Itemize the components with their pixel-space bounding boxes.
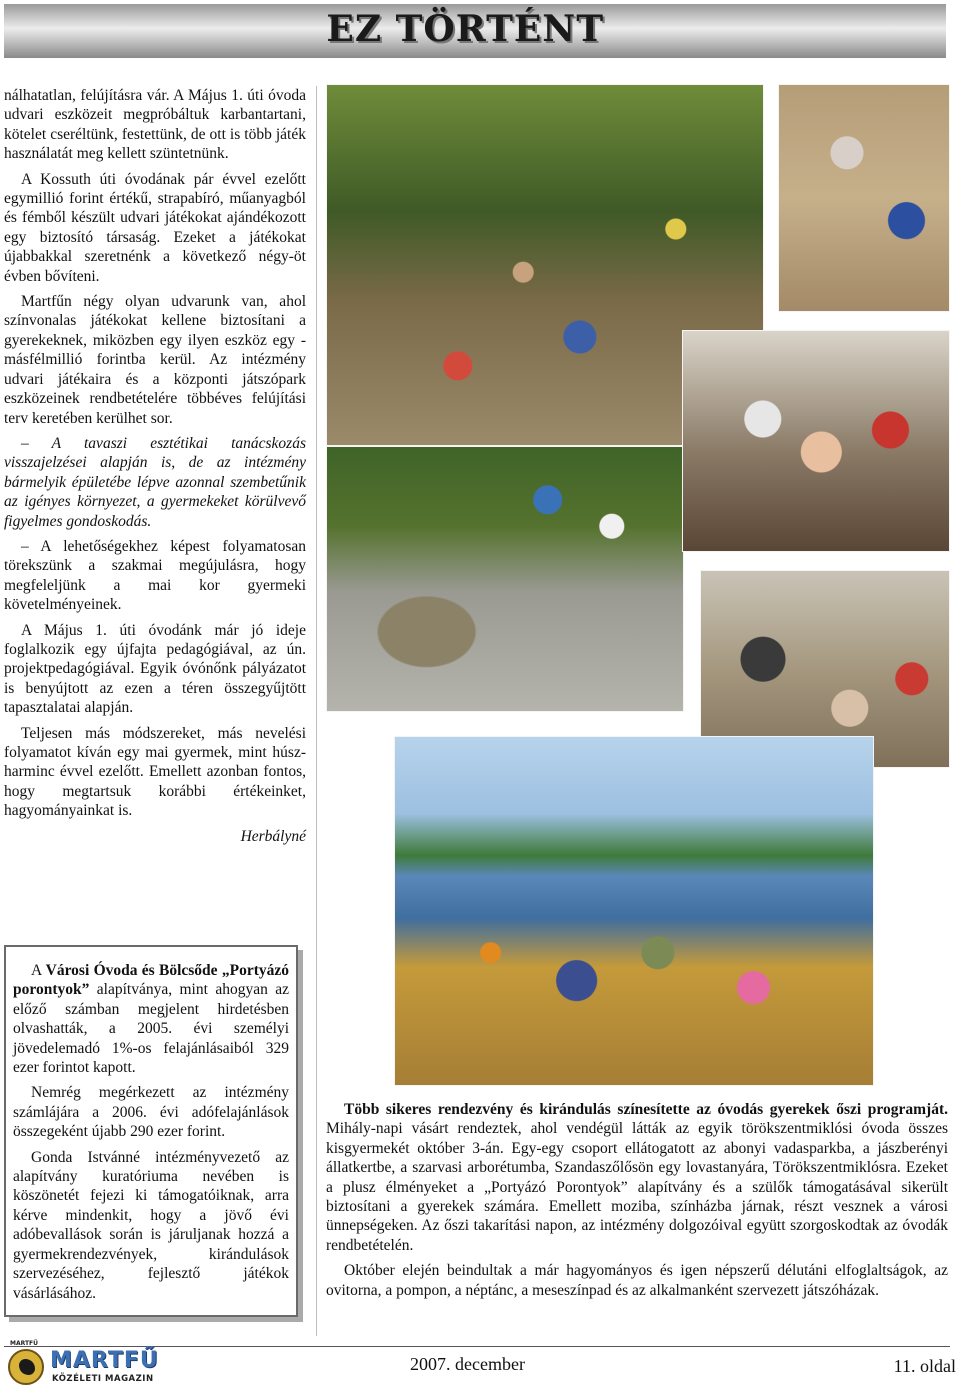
section-title: EZ TÖRTÉNT (326, 8, 604, 50)
article-paragraph (326, 1100, 948, 1255)
photo-children-lakeside (394, 736, 874, 1086)
article-signature: Herbályné (240, 827, 306, 845)
article-paragraph: Martfűn négy olyan udvarunk van, ahol színvonalas játékokat kellene biztosítani a gyerekeknek, miközben egy ilyen eszköz egy - másfélmillió forintba kerül. Az intézmény udvari játékaira és a központi játszópark eszközeinek rendbetételére többéves felújítási terv keretében kerülhet sor. (4, 293, 306, 427)
box-paragraph: Gonda Istvánné intézményvezető az alapítvány kuratóriuma nevében is köszönetét fejezi ki támogatóiknak, arra kérve mindenkit, hogy a jövő évi adóbevallások során is járuljanak hozzá a gyermekrendezvények, kirándulások szervezéséhez, fejlesztő játékok vásárlásához. (13, 1148, 289, 1302)
logo-subtitle: KÖZÉLETI MAGAZIN (52, 1374, 154, 1384)
article-text: Mihály-napi vásárt rendeztek, ahol vendégül látták az egyik törökszentmiklósi óvoda összes kisgyermekét október 3-án. Egy-egy csoport ellátogatott az abonyi vadasparkba, a jászberényi állatkertbe, a szarvasi arborétumba, Szandaszőlősön egy lovastanyára, Törökszentmiklósra. Ezeket a plusz élményeket a „Portyázó Porontyok” alapítvány és a szülők támogatásával sikerült biztosítani a gyerekek számára. Emellett moziba, színházba járnak, részt vesznek a városi ünnepségeken. Az őszi takarítási napon, az intézmény dolgozóival együtt szorgoskodtak az óvodák rendbetételén. (326, 1120, 948, 1254)
page-number: 11. oldal (893, 1356, 956, 1376)
logo-title: MARTFŰ (50, 1348, 159, 1373)
box-text: alapítványa, mint ahogyan az előző számban megjelent hirdetésben olvashatták, a 2005. évi személyi jövedelemadó 1%-os felajánlásaiból 329 ezer forintot kapott. (13, 981, 289, 1077)
photo-children-with-dog (778, 84, 950, 312)
article-paragraph: – A lehetőségekhez képest folyamatosan törekszünk a szakmai megújulásra, hogy megfeleljünk a mai kor gyermeki követelményeinek. (4, 537, 306, 614)
box-paragraph: Nemrég megérkezett az intézmény számlájára a 2006. évi adófelajánlások összegeként újabb 290 ezer forint. (13, 1084, 289, 1141)
issue-date: 2007. december (410, 1354, 525, 1374)
magazine-logo (6, 1340, 158, 1386)
photo-children-peacock (326, 446, 684, 712)
right-article-column (326, 1100, 948, 1306)
photo-children-wagon-ride (682, 330, 950, 552)
article-paragraph: Teljesen más módszereket, más nevelési folyamatot kíván egy mai gyermek, mint húsz-harminc évvel ezelőtt. Emellett azonban fontos, hogy megtartsuk korábbi értékeinket, hagyományainkat is. (4, 724, 306, 820)
foundation-name: Városi Óvoda és Bölcsőde „Portyázó porontyok” (13, 962, 289, 999)
foundation-info-box (4, 945, 298, 1317)
article-paragraph: A Kossuth úti óvodának pár évvel ezelőtt egymillió forint értékű, strapabíró, műanyagból és fémből készült udvari játékokat ajándékozott egy biztosító társaság. Ezeket a játékokat újabbakkal szeretnénk a következő négy-öt évben bővíteni. (4, 170, 306, 285)
lion-crest-icon (8, 1349, 44, 1385)
article-paragraph: Október elején beindultak a már hagyományos és igen népszerű délutáni elfoglaltságok, az ovitorna, a pompon, a néptánc, a meseszínpad és az alkalmanként szervezett játszóházak. (326, 1262, 948, 1299)
article-paragraph: A Május 1. úti óvodánk már jó ideje foglalkozik egy újfajta pedagógiával, az ún. projektpedagógiával. Egyik óvónőnk pályázatot is benyújtott az ezen a téren összegyűjtött tapasztalatai alapján. (4, 621, 306, 717)
logo-small-text: MARTFŰ (10, 1340, 39, 1347)
article-paragraph: nálhatatlan, felújításra vár. A Május 1. úti óvoda udvari eszközeit megpróbáltuk karbantartani, kötelet cseréltünk, festettünk, de ott is több játék használatát meg kellett szüntetnünk. (4, 87, 306, 163)
column-divider (316, 86, 317, 1336)
article-quote: – A tavaszi esztétikai tanácskozás visszajelzései alapján is, de az intézmény bármelyik épületébe lépve azonnal szembetűnik az igényes környezet, a gyermekeket körülvevő figyelmes gondoskodás. (4, 434, 306, 530)
left-article-column (4, 86, 306, 852)
box-paragraph (13, 961, 289, 1077)
box-lead: A (31, 962, 42, 979)
article-lead: Több sikeres rendezvény és kirándulás színesítette az óvodás gyerekek őszi programját. (344, 1101, 948, 1118)
